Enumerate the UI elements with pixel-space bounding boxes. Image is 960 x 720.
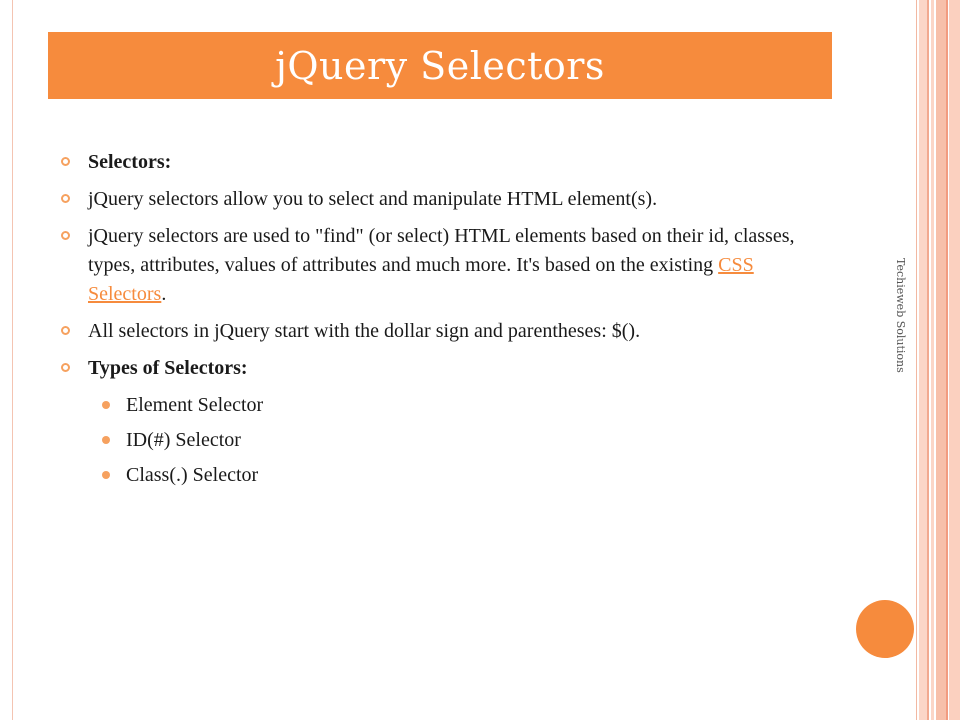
bullet-text: jQuery selectors allow you to select and manipulate HTML element(s).: [88, 188, 658, 210]
decorative-stripe: [931, 0, 934, 720]
ring-bullet-icon: [61, 363, 70, 372]
decorative-stripe: [949, 0, 960, 720]
bullet-text-end: .: [161, 283, 167, 305]
decorative-stripe: [916, 0, 917, 720]
bullet-text: All selectors in jQuery start with the dollar sign and parentheses: $().: [88, 320, 641, 342]
slide-title: jQuery Selectors: [275, 43, 605, 88]
side-label: Techieweb Solutions: [894, 258, 907, 373]
bullet-text: Selectors:: [88, 151, 172, 173]
bullet-item: [60, 354, 830, 383]
dot-bullet-icon: [102, 401, 110, 409]
sub-bullet-text: Class(.) Selector: [126, 464, 259, 486]
css-selectors-link[interactable]: CSS Selectors: [88, 254, 754, 305]
decorative-stripe: [946, 0, 948, 720]
sub-bullet-text: ID(#) Selector: [126, 429, 241, 451]
ring-bullet-icon: [61, 157, 70, 166]
bullet-text: jQuery selectors are used to "find" (or select) HTML elements based on their id, classes, types, attributes, values of attributes and much more. It's based on the existing: [88, 225, 795, 276]
dot-bullet-icon: [102, 436, 110, 444]
ring-bullet-icon: [61, 231, 70, 240]
decorative-stripe: [927, 0, 929, 720]
ring-bullet-icon: [61, 326, 70, 335]
left-border-line: [12, 0, 13, 720]
bullet-list: [60, 148, 830, 496]
title-bar: [48, 32, 832, 99]
ring-bullet-icon: [61, 194, 70, 203]
sub-bullet-item: [60, 391, 830, 420]
decorative-circle: [856, 600, 914, 658]
sub-bullet-item: [60, 426, 830, 455]
bullet-text: Types of Selectors:: [88, 357, 248, 379]
dot-bullet-icon: [102, 471, 110, 479]
bullet-item: [60, 222, 830, 309]
sub-bullet-text: Element Selector: [126, 394, 264, 416]
bullet-item: [60, 148, 830, 177]
bullet-item: [60, 185, 830, 214]
decorative-stripe: [936, 0, 946, 720]
sub-bullet-item: [60, 461, 830, 490]
bullet-item: [60, 317, 830, 346]
decorative-stripe: [919, 0, 927, 720]
